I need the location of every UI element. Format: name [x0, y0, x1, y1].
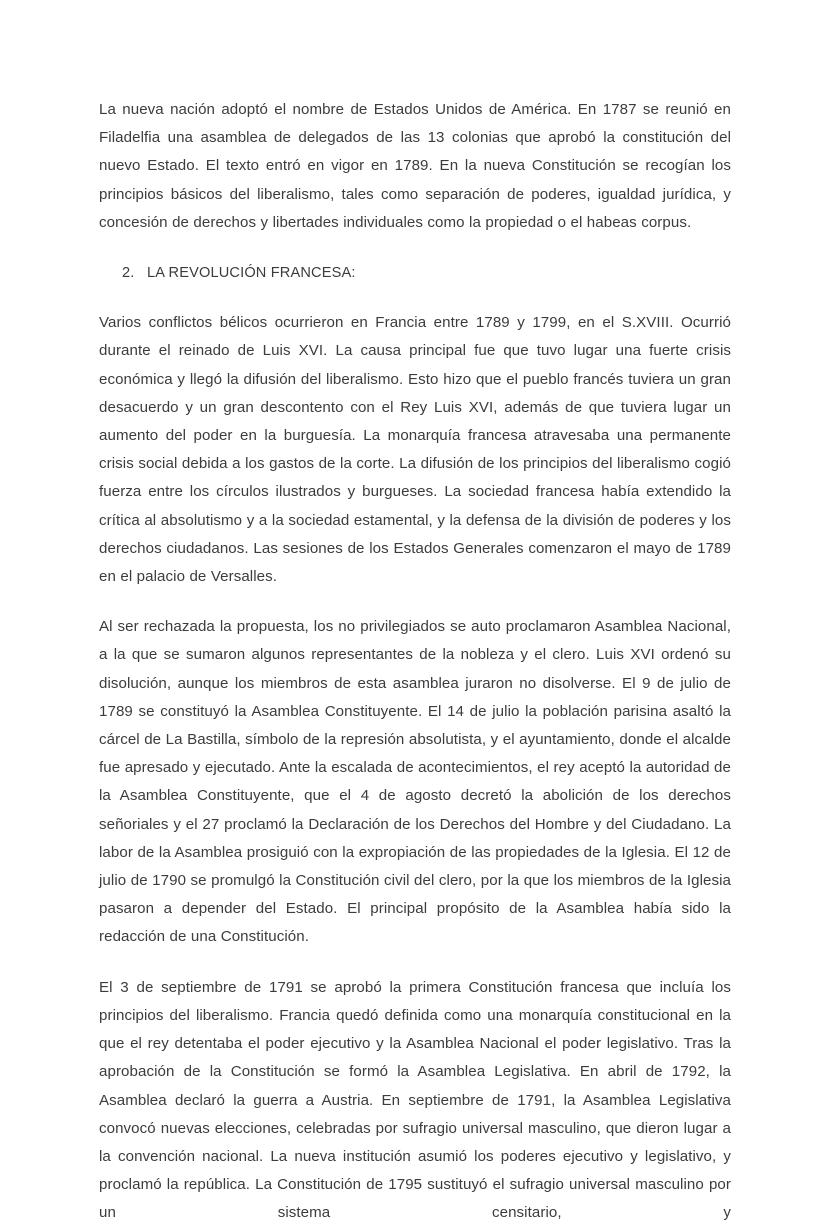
paragraph-first-constitution: El 3 de septiembre de 1791 se aprobó la primera Constitución francesa que incluía los principios del liberalismo. Francia quedó definida como una monarquía constitucional en la que el rey detentaba el poder ejecutivo y la Asamblea Nacional el poder legislativo. Tras la aprobación de la Constitución se formó la Asamblea Legislativa. En abril de 1792, la Asamblea declaró la guerra a Austria. En septiembre de 1791, la Asamblea Legislativa convocó nuevas elecciones, celebradas por sufragio universal masculino, que dieron lugar a la convención nacional. La nueva institución asumió los poderes ejecutivo y legislativo, y proclamó la república. La Constitución de 1795 sustituyó el sufragio universal masculino por un sistema censitario, y — [99, 978, 731, 1222]
paragraph-causes-of-revolution: Varios conflictos bélicos ocurrieron en Francia entre 1789 y 1799, en el S.XVIII. Ocurrió durante el reinado de Luis XVI. La causa principal fue que tuvo lugar una fuerte crisis económica y llegó la difusión del liberalismo. Esto hizo que el pueblo francés tuviera un gran desacuerdo y un gran descontento con el Rey Luis XVI, además de que tuviera lugar un aumento del poder en la burguesía. La monarquía francesa atravesaba una permanente crisis social debida a los gastos de la corte. La difusión de los principios del liberalismo cogió fuerza entre los círculos ilustrados y burgueses. La sociedad francesa había extendido la crítica al absolutismo y a la sociedad estamental, y la defensa de la división de poderes y los derechos ciudadanos. Las sesiones de los Estados Generales comenzaron el mayo de 1789 en el palacio de Versalles. — [99, 314, 731, 586]
section-heading-number: 2. — [122, 265, 135, 282]
document-body — [99, 96, 731, 1228]
section-heading-label: LA REVOLUCIÓN FRANCESA: — [147, 265, 356, 282]
section-heading-list — [99, 259, 731, 287]
paragraph-united-states-constitution: La nueva nación adoptó el nombre de Estados Unidos de América. En 1787 se reunió en Filadelfia una asamblea de delegados de las 13 colonias que aprobó la constitución del nuevo Estado. El texto entró en vigor en 1789. En la nueva Constitución se recogían los principios básicos del liberalismo, tales como separación de poderes, igualdad jurídica, y concesión de derechos y libertades individuales como la propiedad o el habeas corpus. — [99, 101, 731, 231]
paragraph-national-assembly: Al ser rechazada la propuesta, los no privilegiados se auto proclamaron Asamblea Nacional, a la que se sumaron algunos representantes de la nobleza y el clero. Luis XVI ordenó su disolución, aunque los miembros de esta asamblea juraron no disolverse. El 9 de julio de 1789 se constituyó la Asamblea Constituyente. El 14 de julio la población parisina asaltó la cárcel de La Bastilla, símbolo de la represión absolutista, y el ayuntamiento, donde el alcalde fue apresado y ejecutado. Ante la escalada de acontecimientos, el rey aceptó la autoridad de la Asamblea Constituyente, que el 4 de agosto decretó la abolición de los derechos señoriales y el 27 proclamó la Declaración de los Derechos del Hombre y del Ciudadano. La labor de la Asamblea prosiguió con la expropiación de las propiedades de la Iglesia. El 12 de julio de 1790 se promulgó la Constitución civil del clero, por la que los miembros de la Iglesia pasaron a depender del Estado. El principal propósito de la Asamblea había sido la redacción de una Constitución. — [99, 618, 731, 946]
section-heading-french-revolution — [99, 259, 731, 287]
